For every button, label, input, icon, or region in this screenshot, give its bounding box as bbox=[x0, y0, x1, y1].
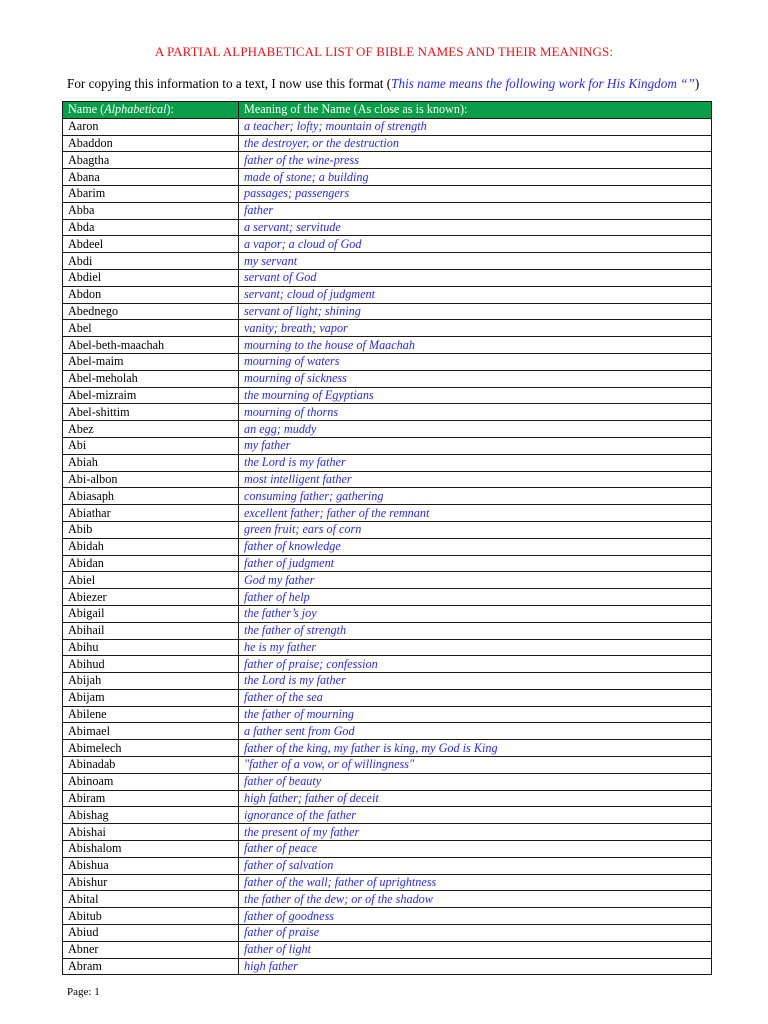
table-row bbox=[63, 236, 712, 253]
name-column-header bbox=[63, 102, 239, 119]
bible-name-cell: Abi bbox=[63, 437, 239, 454]
meaning-cell: mourning of thorns bbox=[239, 404, 712, 421]
bible-name-cell: Abiah bbox=[63, 454, 239, 471]
name-header-text: Name ( bbox=[68, 102, 105, 117]
bible-name-cell: Abram bbox=[63, 958, 239, 975]
bible-name-cell: Abihu bbox=[63, 639, 239, 656]
table-row bbox=[63, 521, 712, 538]
meaning-cell: high father; father of deceit bbox=[239, 790, 712, 807]
bible-name-cell: Abdi bbox=[63, 253, 239, 270]
meaning-cell: mourning of waters bbox=[239, 353, 712, 370]
page-number: Page: 1 bbox=[67, 986, 100, 998]
bible-name-cell: Abdeel bbox=[63, 236, 239, 253]
table-header-row bbox=[63, 102, 712, 119]
table-row bbox=[63, 673, 712, 690]
table-row bbox=[63, 773, 712, 790]
table-row bbox=[63, 757, 712, 774]
table-row bbox=[63, 941, 712, 958]
bible-name-cell: Abiezer bbox=[63, 589, 239, 606]
bible-name-cell: Abishur bbox=[63, 874, 239, 891]
meaning-cell: the father of mourning bbox=[239, 706, 712, 723]
bible-name-cell: Abishai bbox=[63, 824, 239, 841]
bible-name-cell: Abidah bbox=[63, 538, 239, 555]
table-row bbox=[63, 572, 712, 589]
bible-name-cell: Abel-maim bbox=[63, 353, 239, 370]
bible-name-cell: Abiud bbox=[63, 925, 239, 942]
meaning-cell: father of the king, my father is king, my God is King bbox=[239, 740, 712, 757]
bible-name-cell: Abinadab bbox=[63, 757, 239, 774]
table-row bbox=[63, 337, 712, 354]
table-row bbox=[63, 202, 712, 219]
table-row bbox=[63, 437, 712, 454]
bible-name-cell: Abib bbox=[63, 521, 239, 538]
meaning-cell: the father of strength bbox=[239, 622, 712, 639]
table-row bbox=[63, 790, 712, 807]
bible-name-cell: Abital bbox=[63, 891, 239, 908]
bible-name-cell: Abijah bbox=[63, 673, 239, 690]
bible-name-cell: Abba bbox=[63, 202, 239, 219]
names-table bbox=[62, 101, 712, 975]
table-row bbox=[63, 538, 712, 555]
table-row bbox=[63, 488, 712, 505]
meaning-cell: consuming father; gathering bbox=[239, 488, 712, 505]
bible-name-cell: Abimelech bbox=[63, 740, 239, 757]
bible-name-cell: Abiram bbox=[63, 790, 239, 807]
meaning-column-header: Meaning of the Name (As close as is known): bbox=[239, 102, 712, 119]
intro-prefix: For copying this information to a text, I now use this format ( bbox=[67, 76, 392, 91]
table-row bbox=[63, 589, 712, 606]
bible-name-cell: Abel-meholah bbox=[63, 370, 239, 387]
table-row bbox=[63, 555, 712, 572]
meaning-cell: most intelligent father bbox=[239, 471, 712, 488]
meaning-cell: father of beauty bbox=[239, 773, 712, 790]
intro-format-example: This name means the following work for His Kingdom “” bbox=[391, 76, 695, 91]
bible-name-cell: Abitub bbox=[63, 908, 239, 925]
table-row bbox=[63, 353, 712, 370]
meaning-cell: ignorance of the father bbox=[239, 807, 712, 824]
table-row bbox=[63, 135, 712, 152]
bible-name-cell: Abiel bbox=[63, 572, 239, 589]
bible-name-cell: Abdiel bbox=[63, 269, 239, 286]
table-row bbox=[63, 505, 712, 522]
bible-name-cell: Abijam bbox=[63, 689, 239, 706]
meaning-cell: excellent father; father of the remnant bbox=[239, 505, 712, 522]
bible-name-cell: Abarim bbox=[63, 185, 239, 202]
meaning-cell: the present of my father bbox=[239, 824, 712, 841]
table-row bbox=[63, 958, 712, 975]
meaning-cell: mourning of sickness bbox=[239, 370, 712, 387]
meaning-cell: father of help bbox=[239, 589, 712, 606]
table-row bbox=[63, 219, 712, 236]
intro-suffix: ) bbox=[694, 76, 700, 91]
meaning-cell: a servant; servitude bbox=[239, 219, 712, 236]
table-row bbox=[63, 874, 712, 891]
meaning-cell: servant; cloud of judgment bbox=[239, 286, 712, 303]
meaning-cell: father of the sea bbox=[239, 689, 712, 706]
bible-name-cell: Abi-albon bbox=[63, 471, 239, 488]
meaning-cell: the father’s joy bbox=[239, 605, 712, 622]
bible-name-cell: Abagtha bbox=[63, 152, 239, 169]
meaning-cell: father of goodness bbox=[239, 908, 712, 925]
meaning-cell: passages; passengers bbox=[239, 185, 712, 202]
table-row bbox=[63, 925, 712, 942]
bible-name-cell: Abihail bbox=[63, 622, 239, 639]
meaning-cell: father of the wine-press bbox=[239, 152, 712, 169]
meaning-cell: vanity; breath; vapor bbox=[239, 320, 712, 337]
bible-name-cell: Abinoam bbox=[63, 773, 239, 790]
name-header-italic: Alphabetical bbox=[104, 102, 167, 117]
table-row bbox=[63, 152, 712, 169]
table-row bbox=[63, 404, 712, 421]
table-row bbox=[63, 118, 712, 135]
meaning-cell: high father bbox=[239, 958, 712, 975]
table-row bbox=[63, 689, 712, 706]
meaning-cell: father bbox=[239, 202, 712, 219]
meaning-cell: mourning to the house of Maachah bbox=[239, 337, 712, 354]
table-row bbox=[63, 891, 712, 908]
bible-name-cell: Abidan bbox=[63, 555, 239, 572]
bible-name-cell: Aaron bbox=[63, 118, 239, 135]
table-row bbox=[63, 185, 712, 202]
bible-name-cell: Abishag bbox=[63, 807, 239, 824]
meaning-cell: father of praise; confession bbox=[239, 656, 712, 673]
meaning-cell: a teacher; lofty; mountain of strength bbox=[239, 118, 712, 135]
table-row bbox=[63, 656, 712, 673]
bible-name-cell: Abdon bbox=[63, 286, 239, 303]
table-row bbox=[63, 605, 712, 622]
meaning-cell: my servant bbox=[239, 253, 712, 270]
bible-name-cell: Abel-beth-maachah bbox=[63, 337, 239, 354]
meaning-cell: father of peace bbox=[239, 841, 712, 858]
bible-name-cell: Abiasaph bbox=[63, 488, 239, 505]
bible-name-cell: Abner bbox=[63, 941, 239, 958]
meaning-cell: the father of the dew; or of the shadow bbox=[239, 891, 712, 908]
bible-name-cell: Abda bbox=[63, 219, 239, 236]
meaning-cell: the destroyer, or the destruction bbox=[239, 135, 712, 152]
bible-name-cell: Abihud bbox=[63, 656, 239, 673]
name-header-suffix: ): bbox=[166, 102, 174, 117]
bible-name-cell: Abishalom bbox=[63, 841, 239, 858]
bible-name-cell: Abilene bbox=[63, 706, 239, 723]
meaning-cell: a father sent from God bbox=[239, 723, 712, 740]
bible-name-cell: Abel-mizraim bbox=[63, 387, 239, 404]
table-row bbox=[63, 320, 712, 337]
table-row bbox=[63, 622, 712, 639]
meaning-cell: green fruit; ears of corn bbox=[239, 521, 712, 538]
meaning-cell: the Lord is my father bbox=[239, 673, 712, 690]
table-body bbox=[63, 118, 712, 975]
table-row bbox=[63, 706, 712, 723]
table-row bbox=[63, 841, 712, 858]
table-row bbox=[63, 269, 712, 286]
table-row bbox=[63, 824, 712, 841]
intro-paragraph bbox=[67, 76, 699, 92]
meaning-cell: servant of God bbox=[239, 269, 712, 286]
bible-name-cell: Abiathar bbox=[63, 505, 239, 522]
meaning-cell: an egg; muddy bbox=[239, 421, 712, 438]
meaning-cell: father of the wall; father of uprightness bbox=[239, 874, 712, 891]
bible-name-cell: Abimael bbox=[63, 723, 239, 740]
bible-name-cell: Abigail bbox=[63, 605, 239, 622]
meaning-cell: the mourning of Egyptians bbox=[239, 387, 712, 404]
bible-name-cell: Abel bbox=[63, 320, 239, 337]
table-row bbox=[63, 723, 712, 740]
meaning-cell: a vapor; a cloud of God bbox=[239, 236, 712, 253]
table-row bbox=[63, 740, 712, 757]
table-row bbox=[63, 807, 712, 824]
table-row bbox=[63, 908, 712, 925]
bible-name-cell: Abez bbox=[63, 421, 239, 438]
meaning-cell: father of judgment bbox=[239, 555, 712, 572]
bible-name-cell: Abel-shittim bbox=[63, 404, 239, 421]
table-row bbox=[63, 454, 712, 471]
meaning-cell: father of knowledge bbox=[239, 538, 712, 555]
table-row bbox=[63, 471, 712, 488]
bible-name-cell: Abishua bbox=[63, 857, 239, 874]
bible-name-cell: Abaddon bbox=[63, 135, 239, 152]
meaning-cell: father of light bbox=[239, 941, 712, 958]
table-row bbox=[63, 387, 712, 404]
meaning-cell: servant of light; shining bbox=[239, 303, 712, 320]
meaning-cell: father of praise bbox=[239, 925, 712, 942]
table-row bbox=[63, 286, 712, 303]
table-row bbox=[63, 370, 712, 387]
table-row bbox=[63, 639, 712, 656]
table-row bbox=[63, 303, 712, 320]
meaning-cell: "father of a vow, or of willingness" bbox=[239, 757, 712, 774]
table-row bbox=[63, 253, 712, 270]
table-row bbox=[63, 421, 712, 438]
meaning-cell: God my father bbox=[239, 572, 712, 589]
meaning-cell: my father bbox=[239, 437, 712, 454]
bible-name-cell: Abana bbox=[63, 169, 239, 186]
meaning-cell: he is my father bbox=[239, 639, 712, 656]
table-row bbox=[63, 857, 712, 874]
bible-name-cell: Abednego bbox=[63, 303, 239, 320]
meaning-cell: made of stone; a building bbox=[239, 169, 712, 186]
meaning-cell: father of salvation bbox=[239, 857, 712, 874]
table-row bbox=[63, 169, 712, 186]
meaning-cell: the Lord is my father bbox=[239, 454, 712, 471]
page-title: A PARTIAL ALPHABETICAL LIST OF BIBLE NAMES AND THEIR MEANINGS: bbox=[154, 44, 614, 59]
